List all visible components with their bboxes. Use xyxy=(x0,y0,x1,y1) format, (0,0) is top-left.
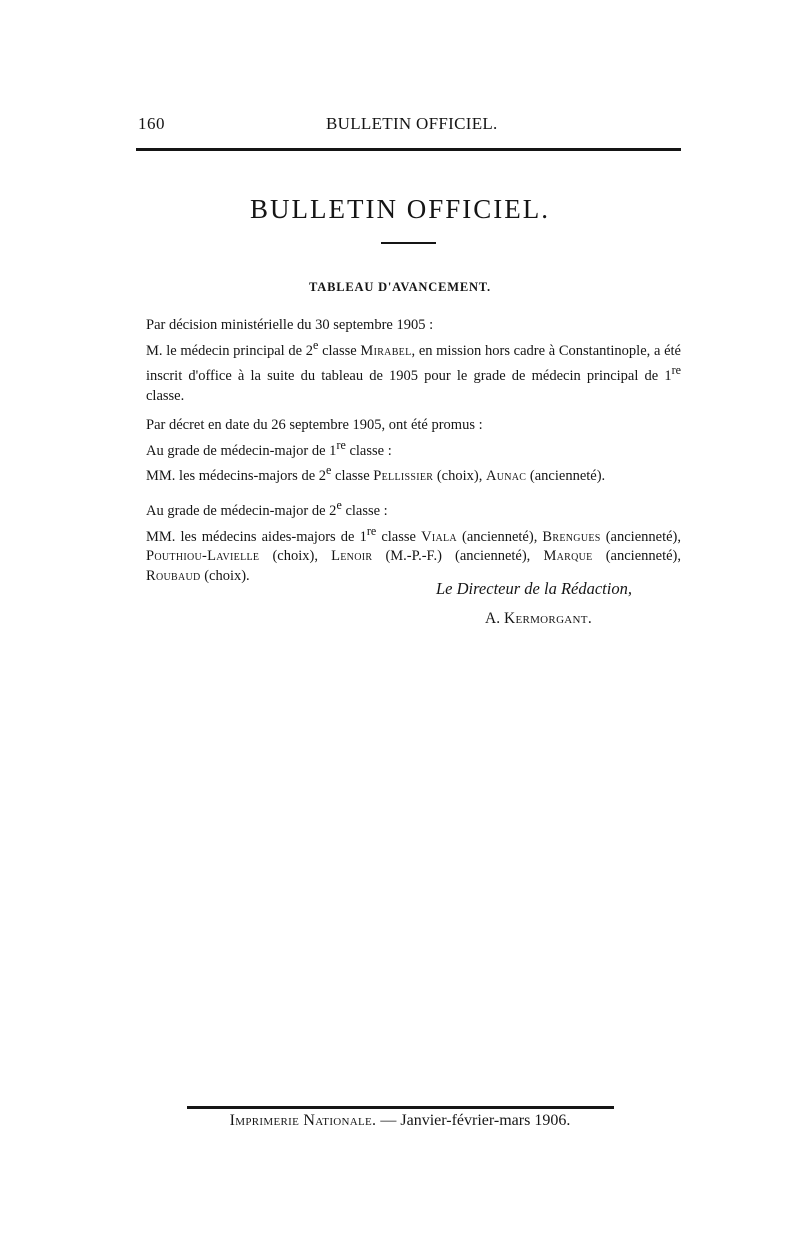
page-number: 160 xyxy=(138,114,165,133)
officer-name: Lenoir xyxy=(331,548,373,565)
officer-name: Pouthiou-Lavielle xyxy=(146,548,260,565)
officer-name: Mirabel xyxy=(360,342,412,359)
paragraph-promotions: Au grade de médecin-major de 2e classe : MM. les médecins aides-majors de 1re classe Viala (ancienneté), Brengues (ancienneté), Pouthiou-Lavielle (choix), Lenoir (M.-P.-F.) (ancienneté), Marque (ancienneté), Roubaud (choix). xyxy=(146,497,681,584)
paragraph-decision: Par décision ministérielle du 30 septembre 1905 : M. le médecin principal de 2e classe Mirabel, en mission hors cadre à Constantinople, a été inscrit d'office à la suite du tableau de 1905 pour le grade de médecin principal de 1re classe. xyxy=(146,317,681,405)
publication-date: — Janvier-février-mars 1906. xyxy=(376,1112,571,1129)
imprint-footer xyxy=(0,1112,800,1130)
decree-intro: Par décret en date du 26 septembre 1905, ont été promus : xyxy=(146,416,483,433)
signature-title: Le Directeur de la Rédaction, xyxy=(436,579,632,598)
signature-name: A. Kermorgant. xyxy=(485,610,592,627)
header-rule xyxy=(136,148,681,151)
decision-intro: Par décision ministérielle du 30 septembre 1905 : xyxy=(146,317,434,333)
running-head xyxy=(136,114,681,140)
officer-name: Pellissier xyxy=(373,468,434,485)
title-divider xyxy=(381,242,436,244)
body-text xyxy=(146,316,681,587)
main-title: BULLETIN OFFICIEL. xyxy=(250,194,550,224)
officer-name: Aunac xyxy=(485,468,527,485)
officer-name: Marque xyxy=(543,548,593,565)
officer-name: Brengues xyxy=(542,528,601,545)
paragraph-decree: Par décret en date du 26 septembre 1905, ont été promus : Au grade de médecin-major de 1re classe : MM. les médecins-majors de 2e classe Pellissier (choix), Aunac (ancienneté). xyxy=(146,416,606,485)
officer-name: Roubaud xyxy=(146,567,201,584)
printer-name: Imprimerie Nationale. xyxy=(229,1112,377,1129)
officer-name: Viala xyxy=(421,528,457,545)
section-title: TABLEAU D'AVANCEMENT. xyxy=(309,280,491,294)
signature-block xyxy=(436,579,686,628)
footer-rule xyxy=(187,1106,614,1109)
running-title: BULLETIN OFFICIEL. xyxy=(326,114,498,133)
